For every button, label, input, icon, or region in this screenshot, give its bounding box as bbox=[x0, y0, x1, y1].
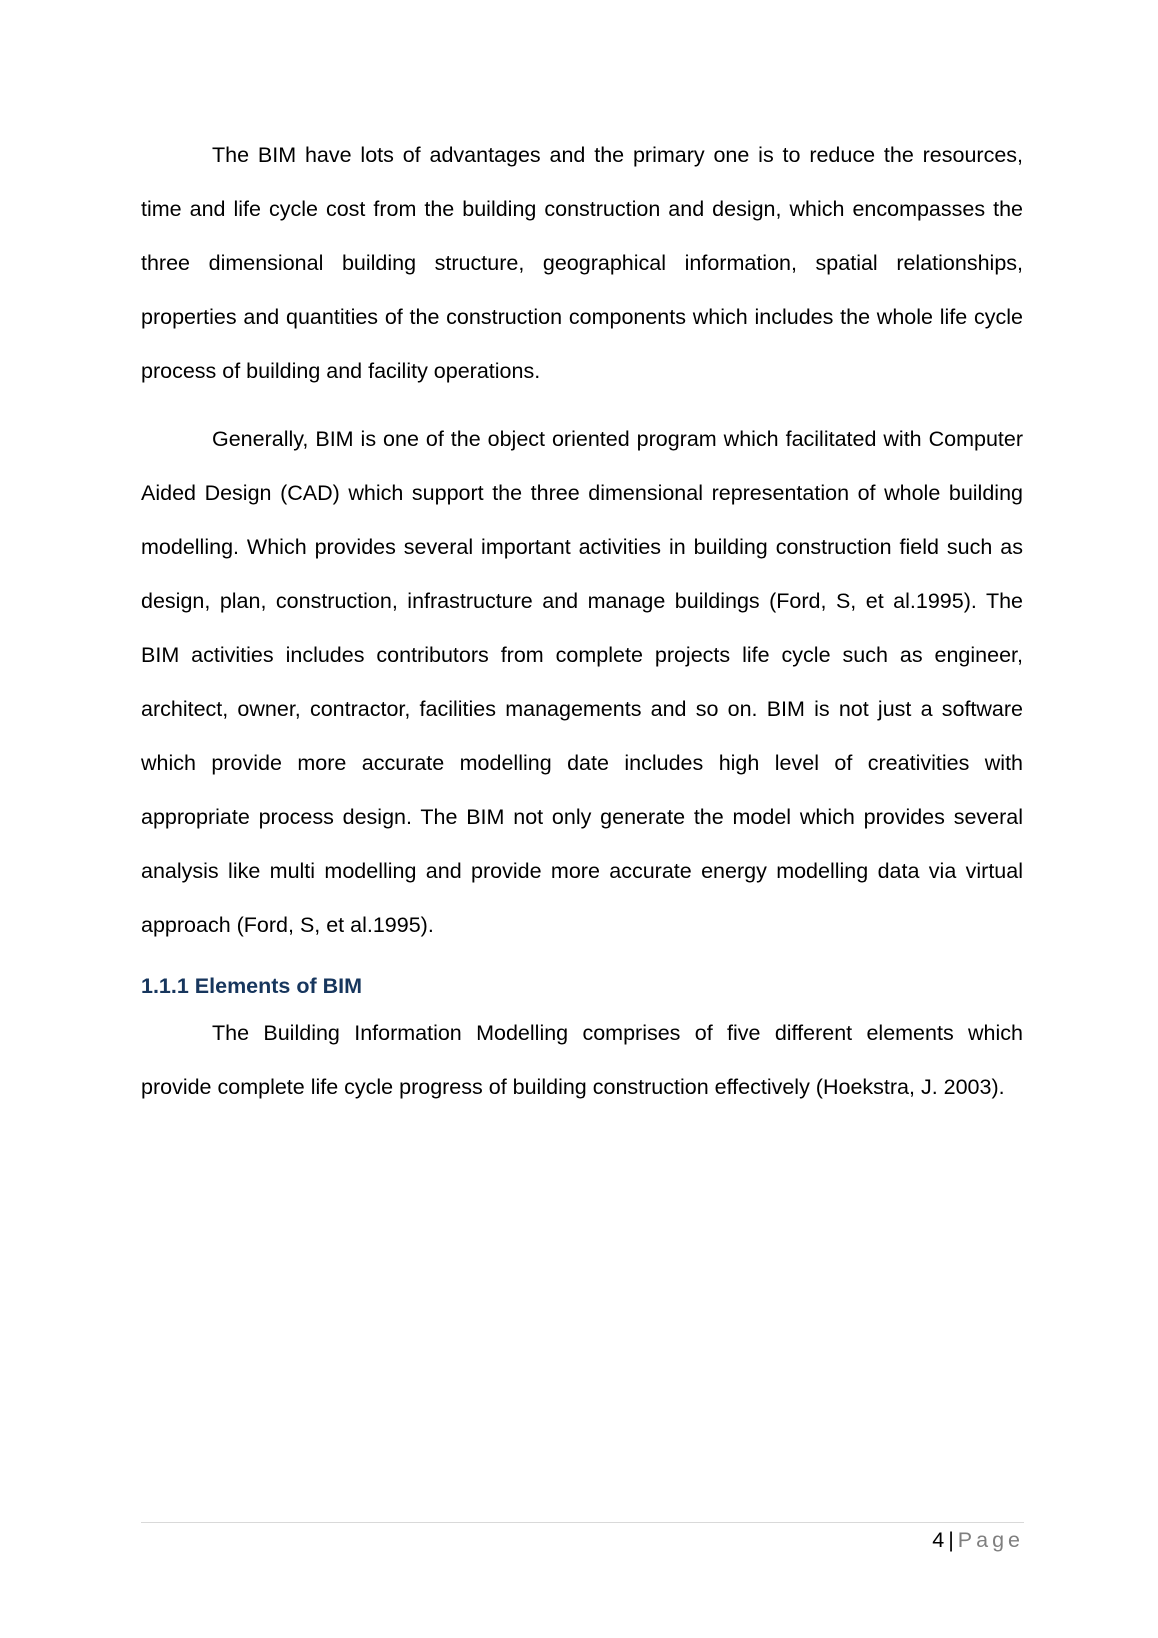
body-paragraph-1: The BIM have lots of advantages and the primary one is to reduce the resources, time and life cycle cost from the building construction and design, which encompasses the three dimensional building structure, geographical information, spatial relationships, properties and quantities of the construction components which includes the whole life cycle process of building and facility operations. bbox=[141, 143, 1023, 383]
page-number: 4 bbox=[932, 1528, 945, 1552]
page-footer bbox=[141, 1526, 1024, 1554]
section-paragraph: The Building Information Modelling comprises of five different elements which provide complete life cycle progress of building construction effectively (Hoekstra, J. 2003). bbox=[141, 1021, 1023, 1099]
footer-divider bbox=[141, 1522, 1024, 1523]
page-body bbox=[141, 128, 1023, 1114]
page-label: Page bbox=[957, 1528, 1024, 1552]
page-separator: | bbox=[948, 1528, 954, 1552]
section-heading: 1.1.1 Elements of BIM bbox=[141, 974, 363, 998]
body-paragraph-2: Generally, BIM is one of the object oriented program which facilitated with Computer Aided Design (CAD) which support the three dimensional representation of whole building modelling. Which provides several important activities in building construction field such as design, plan, construction, infrastructure and manage buildings (Ford, S, et al.1995). The BIM activities includes contributors from complete projects life cycle such as engineer, architect, owner, contractor, facilities managements and so on. BIM is not just a software which provide more accurate modelling date includes high level of creativities with appropriate process design. The BIM not only generate the model which provides several analysis like multi modelling and provide more accurate energy modelling data via virtual approach (Ford, S, et al.1995). bbox=[141, 427, 1023, 937]
